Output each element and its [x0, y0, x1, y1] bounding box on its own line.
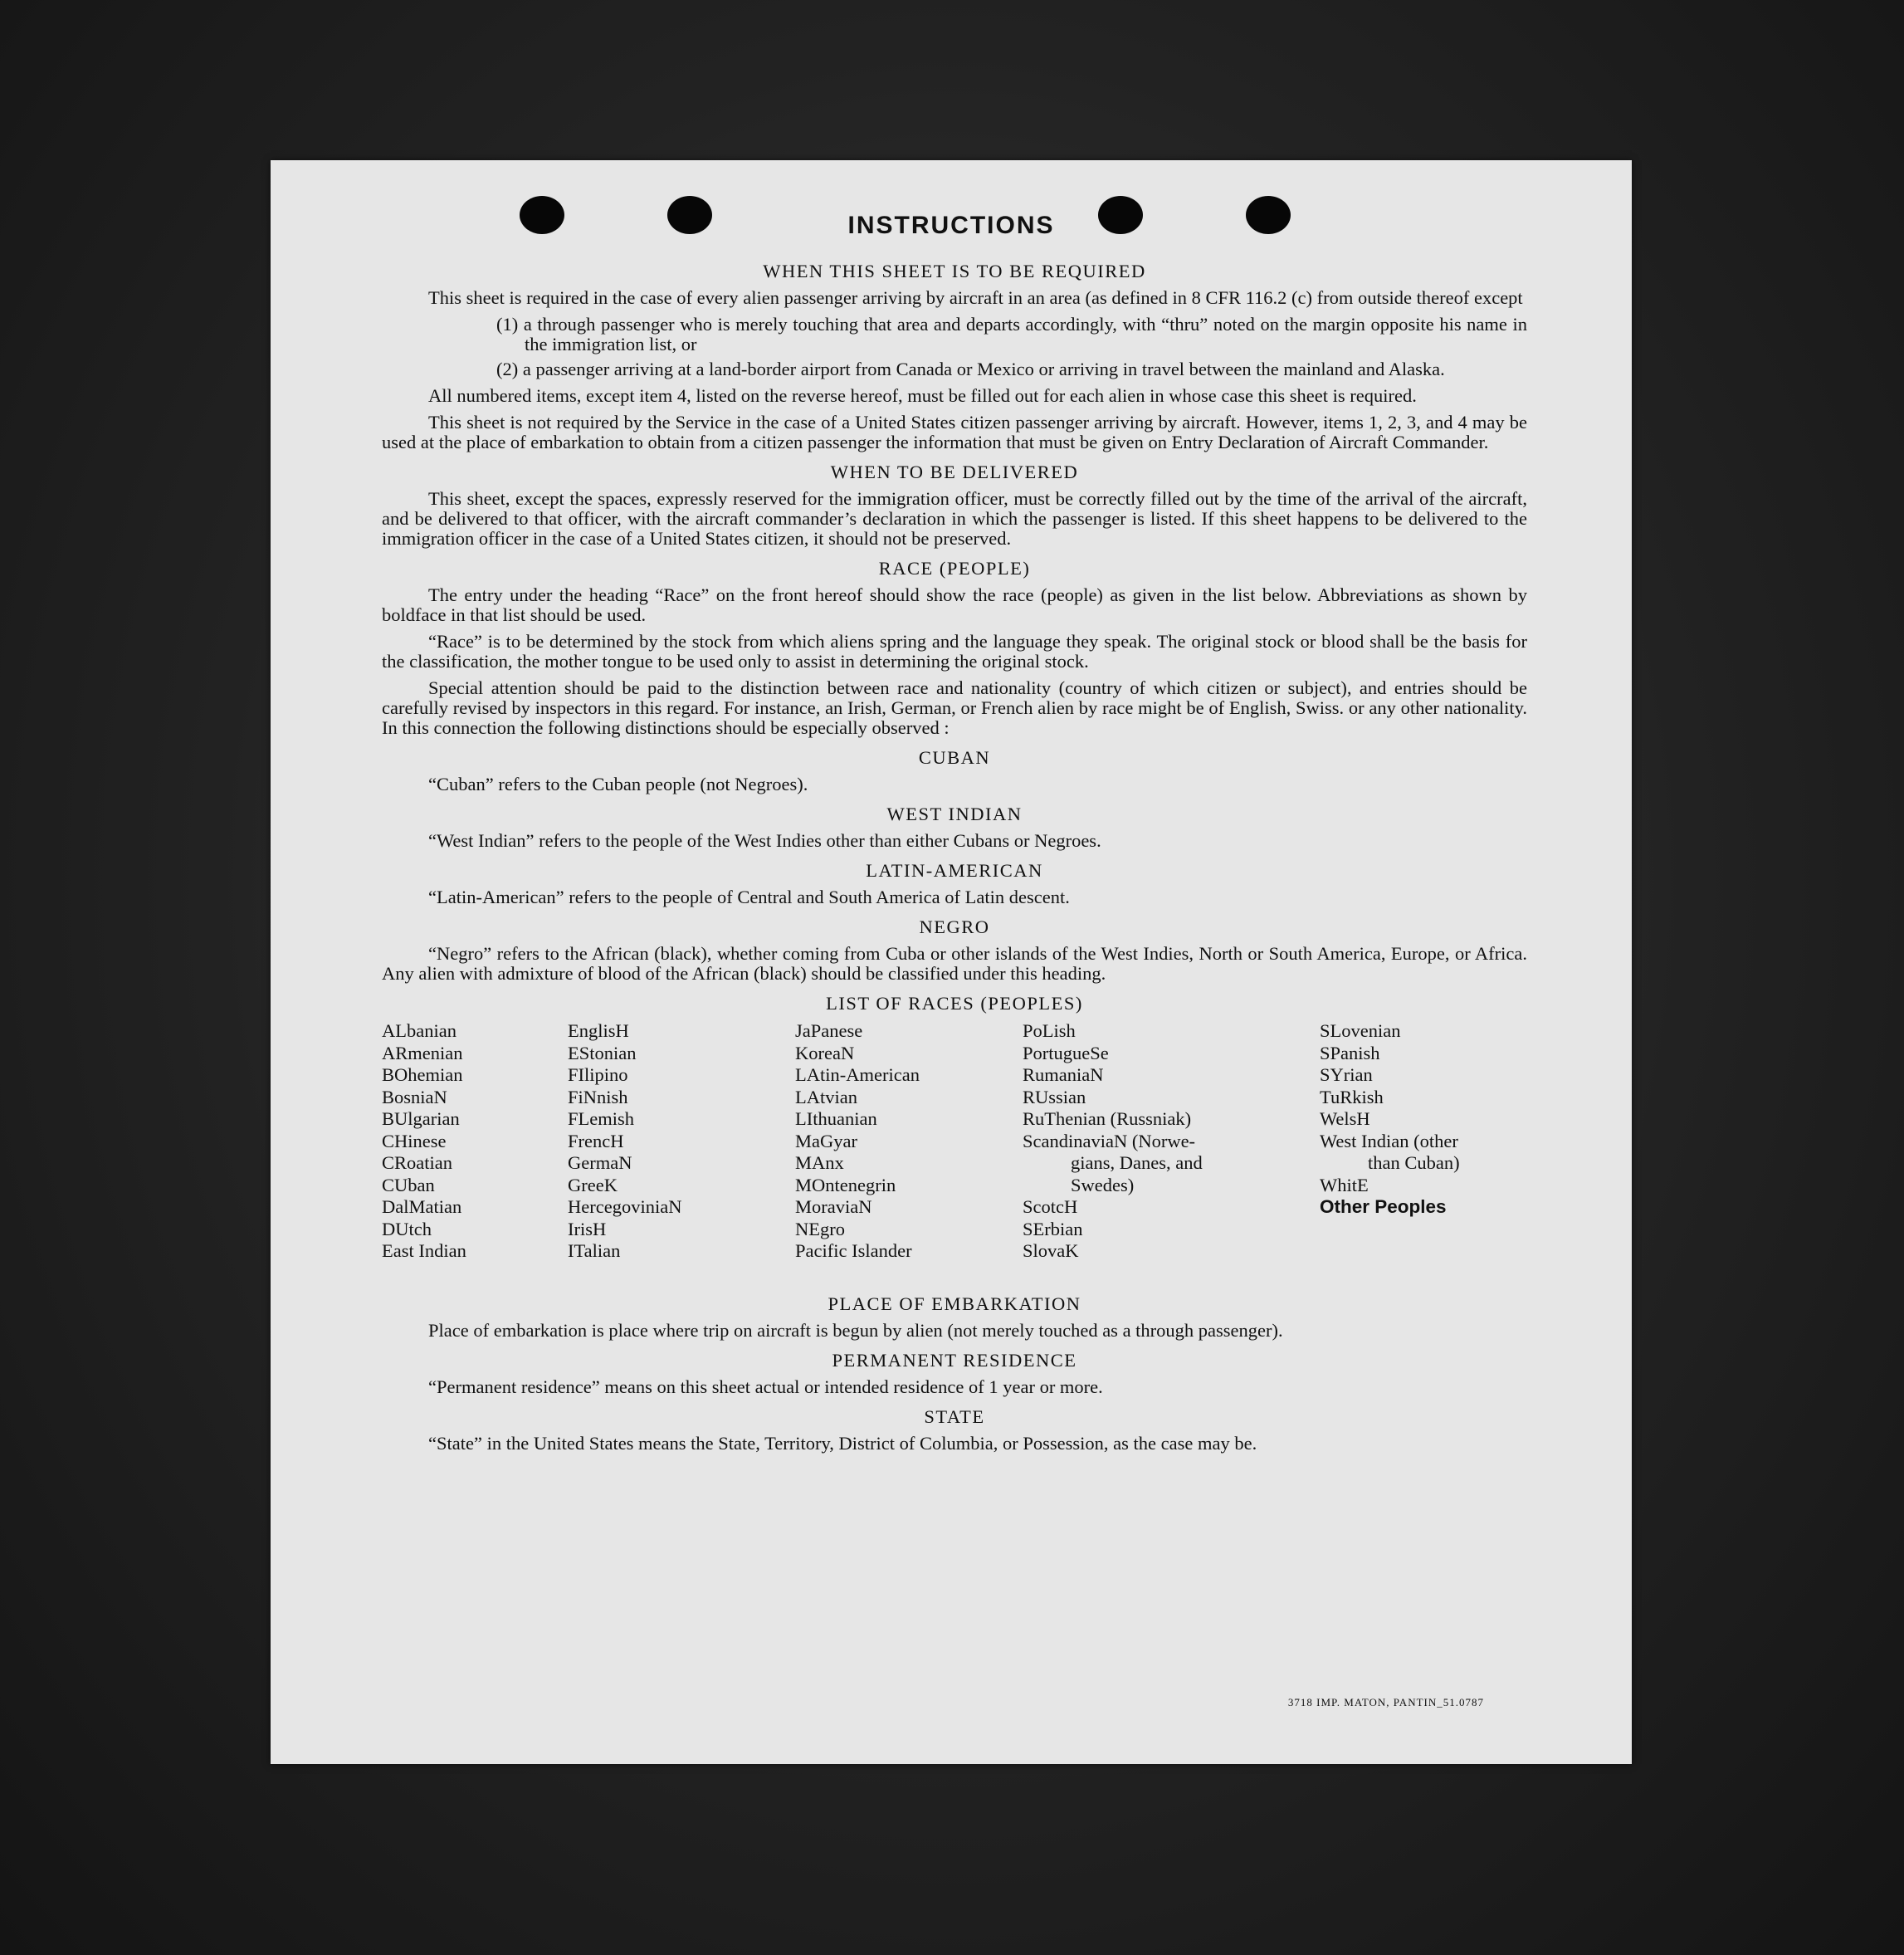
instruction-sheet — [271, 160, 1632, 1764]
races-column-2 — [568, 1020, 681, 1263]
race-entry: KoreaN — [795, 1042, 855, 1063]
paragraph: The entry under the heading “Race” on the front hereof should show the race (people) as given in the list below. Abbreviations as shown by boldface in that list should be used. — [382, 584, 1527, 625]
page-title: INSTRUCTIONS — [847, 212, 1055, 239]
race-entry: EStonian — [568, 1042, 637, 1063]
race-entry: ITalian — [568, 1240, 621, 1261]
race-entry: PortugueSe — [1023, 1042, 1109, 1063]
race-entry: NEgro — [795, 1218, 845, 1239]
race-entry: LAtvian — [795, 1086, 857, 1107]
exception-list — [382, 315, 1527, 379]
race-entry: CRoatian — [382, 1152, 452, 1173]
race-entry: BOhemian — [382, 1064, 463, 1085]
race-entry: Other Peoples — [1320, 1196, 1447, 1217]
race-entry: WhitE — [1320, 1174, 1369, 1195]
paragraph: All numbered items, except item 4, listed on the reverse hereof, must be filled out for each alien in whose case this sheet is required. — [428, 385, 1417, 406]
race-entry: DalMatian — [382, 1196, 462, 1217]
paragraph: Special attention should be paid to the distinction between race and nationality (country of which citizen or subject), and entries should be carefully revised by inspectors in this regard. For instance, an Irish, German, or French alien by race might be of English, Swiss. or any other nationality. In this connection the following distinctions should be especially observed : — [382, 677, 1527, 738]
race-entry: GermaN — [568, 1152, 632, 1173]
paragraph: “Latin-American” refers to the people of Central and South America of Latin descent. — [428, 887, 1070, 907]
race-entry: DUtch — [382, 1218, 432, 1239]
race-entry: ARmenian — [382, 1042, 463, 1063]
race-entry: West Indian (other — [1320, 1130, 1458, 1151]
paragraph: “State” in the United States means the State, Territory, District of Columbia, or Possession, as the case may be. — [428, 1433, 1257, 1454]
races-list — [382, 1020, 1527, 1284]
race-entry: MaGyar — [795, 1130, 857, 1151]
race-entry: EnglisH — [568, 1020, 629, 1041]
race-entry: SPanish — [1320, 1042, 1380, 1063]
sections-container — [382, 261, 1527, 984]
race-entry: LIthuanian — [795, 1108, 877, 1129]
race-entry: gians, Danes, and — [1071, 1152, 1203, 1173]
section-heading: RACE (PEOPLE) — [878, 558, 1031, 579]
race-entry: RUssian — [1023, 1086, 1086, 1107]
races-column-1 — [382, 1020, 466, 1263]
race-entry: FiNnish — [568, 1086, 628, 1107]
races-column-3 — [795, 1020, 920, 1263]
section-heading: NEGRO — [919, 916, 990, 937]
end-sections-container — [382, 1294, 1527, 1454]
race-entry: IrisH — [568, 1218, 607, 1239]
races-column-5 — [1320, 1020, 1460, 1219]
exception-item: (1) a through passenger who is merely touching that area and departs accordingly, with “thru” noted on the margin opposite his name in the immigration list, or — [496, 314, 1527, 354]
section-heading: STATE — [924, 1406, 985, 1427]
section-heading: CUBAN — [918, 747, 991, 768]
race-entry: BosniaN — [382, 1086, 447, 1107]
race-entry: CUban — [382, 1174, 435, 1195]
paragraph: This sheet is not required by the Service in the case of a United States citizen passenger arriving by aircraft. However, items 1, 2, 3, and 4 may be used at the place of embarkation to obtain from a citizen passenger the information that must be given on Entry Declaration of Aircraft Commander. — [382, 412, 1527, 452]
race-entry: LAtin-American — [795, 1064, 920, 1085]
section-heading: WHEN THIS SHEET IS TO BE REQUIRED — [763, 261, 1146, 281]
race-entry: RumaniaN — [1023, 1064, 1104, 1085]
section-heading: PERMANENT RESIDENCE — [832, 1350, 1077, 1371]
race-entry: East Indian — [382, 1240, 466, 1261]
print-code: 3718 IMP. MATON, PANTIN_51.0787 — [1287, 1696, 1484, 1708]
paragraph: “West Indian” refers to the people of the West Indies other than either Cubans or Negroes. — [428, 830, 1101, 851]
paragraph: “Race” is to be determined by the stock from which aliens spring and the language they speak. The original stock or blood shall be the basis for the classification, the mother tongue to be used only to assist in determining the original stock. — [382, 631, 1527, 672]
paragraph: “Negro” refers to the African (black), whether coming from Cuba or other islands of the West Indies, North or South America, Europe, or Africa. Any alien with admixture of blood of the African (black) should be classified under this heading. — [382, 943, 1527, 984]
paragraph: “Cuban” refers to the Cuban people (not Negroes). — [428, 774, 808, 794]
race-entry: MOntenegrin — [795, 1174, 896, 1195]
race-entry: MoraviaN — [795, 1196, 872, 1217]
race-entry: WelsH — [1320, 1108, 1370, 1129]
race-entry: GreeK — [568, 1174, 618, 1195]
paragraph: This sheet, except the spaces, expressly reserved for the immigration officer, must be correctly filled out by the time of the arrival of the aircraft, and be delivered to that officer, with the aircraft commander’s declaration in which the passenger is listed. If this sheet happens to be delivered to the immigration officer in the case of a United States citizen, it should not be preserved. — [382, 488, 1527, 549]
section-heading: LATIN-AMERICAN — [866, 860, 1043, 881]
document-body — [382, 252, 1527, 1460]
exception-item: (2) a passenger arriving at a land-border airport from Canada or Mexico or arriving in travel between the mainland and Alaska. — [496, 359, 1445, 379]
race-entry: FLemish — [568, 1108, 635, 1129]
race-entry: TuRkish — [1320, 1086, 1384, 1107]
race-entry: PoLish — [1023, 1020, 1076, 1041]
paragraph: This sheet is required in the case of every alien passenger arriving by aircraft in an area (as defined in 8 CFR 116.2 (c) from outside thereof except — [428, 287, 1523, 308]
race-entry: Swedes) — [1071, 1174, 1135, 1195]
race-entry: JaPanese — [795, 1020, 863, 1041]
race-entry: CHinese — [382, 1130, 447, 1151]
race-entry: SlovaK — [1023, 1240, 1079, 1261]
race-entry: than Cuban) — [1368, 1152, 1460, 1173]
paragraph: Place of embarkation is place where trip on aircraft is begun by alien (not merely touched as a through passenger). — [428, 1320, 1283, 1341]
race-entry: ALbanian — [382, 1020, 456, 1041]
race-entry: SLovenian — [1320, 1020, 1401, 1041]
section-heading: PLACE OF EMBARKATION — [828, 1293, 1081, 1314]
race-entry: RuThenian (Russniak) — [1023, 1108, 1192, 1129]
race-entry: ScotcH — [1023, 1196, 1078, 1217]
race-entry: MAnx — [795, 1152, 844, 1173]
race-entry: FIlipino — [568, 1064, 628, 1085]
race-entry: SYrian — [1320, 1064, 1373, 1085]
paragraph: “Permanent residence” means on this sheet actual or intended residence of 1 year or more. — [428, 1376, 1103, 1397]
race-entry: HercegoviniaN — [568, 1196, 682, 1217]
race-entry: ScandinaviaN (Norwe- — [1023, 1130, 1196, 1151]
races-column-4 — [1023, 1020, 1203, 1263]
race-entry: SErbian — [1023, 1218, 1083, 1239]
race-entry: Pacific Islander — [795, 1240, 912, 1261]
section-heading: WHEN TO BE DELIVERED — [830, 462, 1079, 482]
section-heading: WEST INDIAN — [886, 804, 1023, 824]
race-entry: BUlgarian — [382, 1108, 460, 1129]
races-heading: LIST OF RACES (PEOPLES) — [826, 993, 1083, 1014]
race-entry: FrencH — [568, 1130, 624, 1151]
